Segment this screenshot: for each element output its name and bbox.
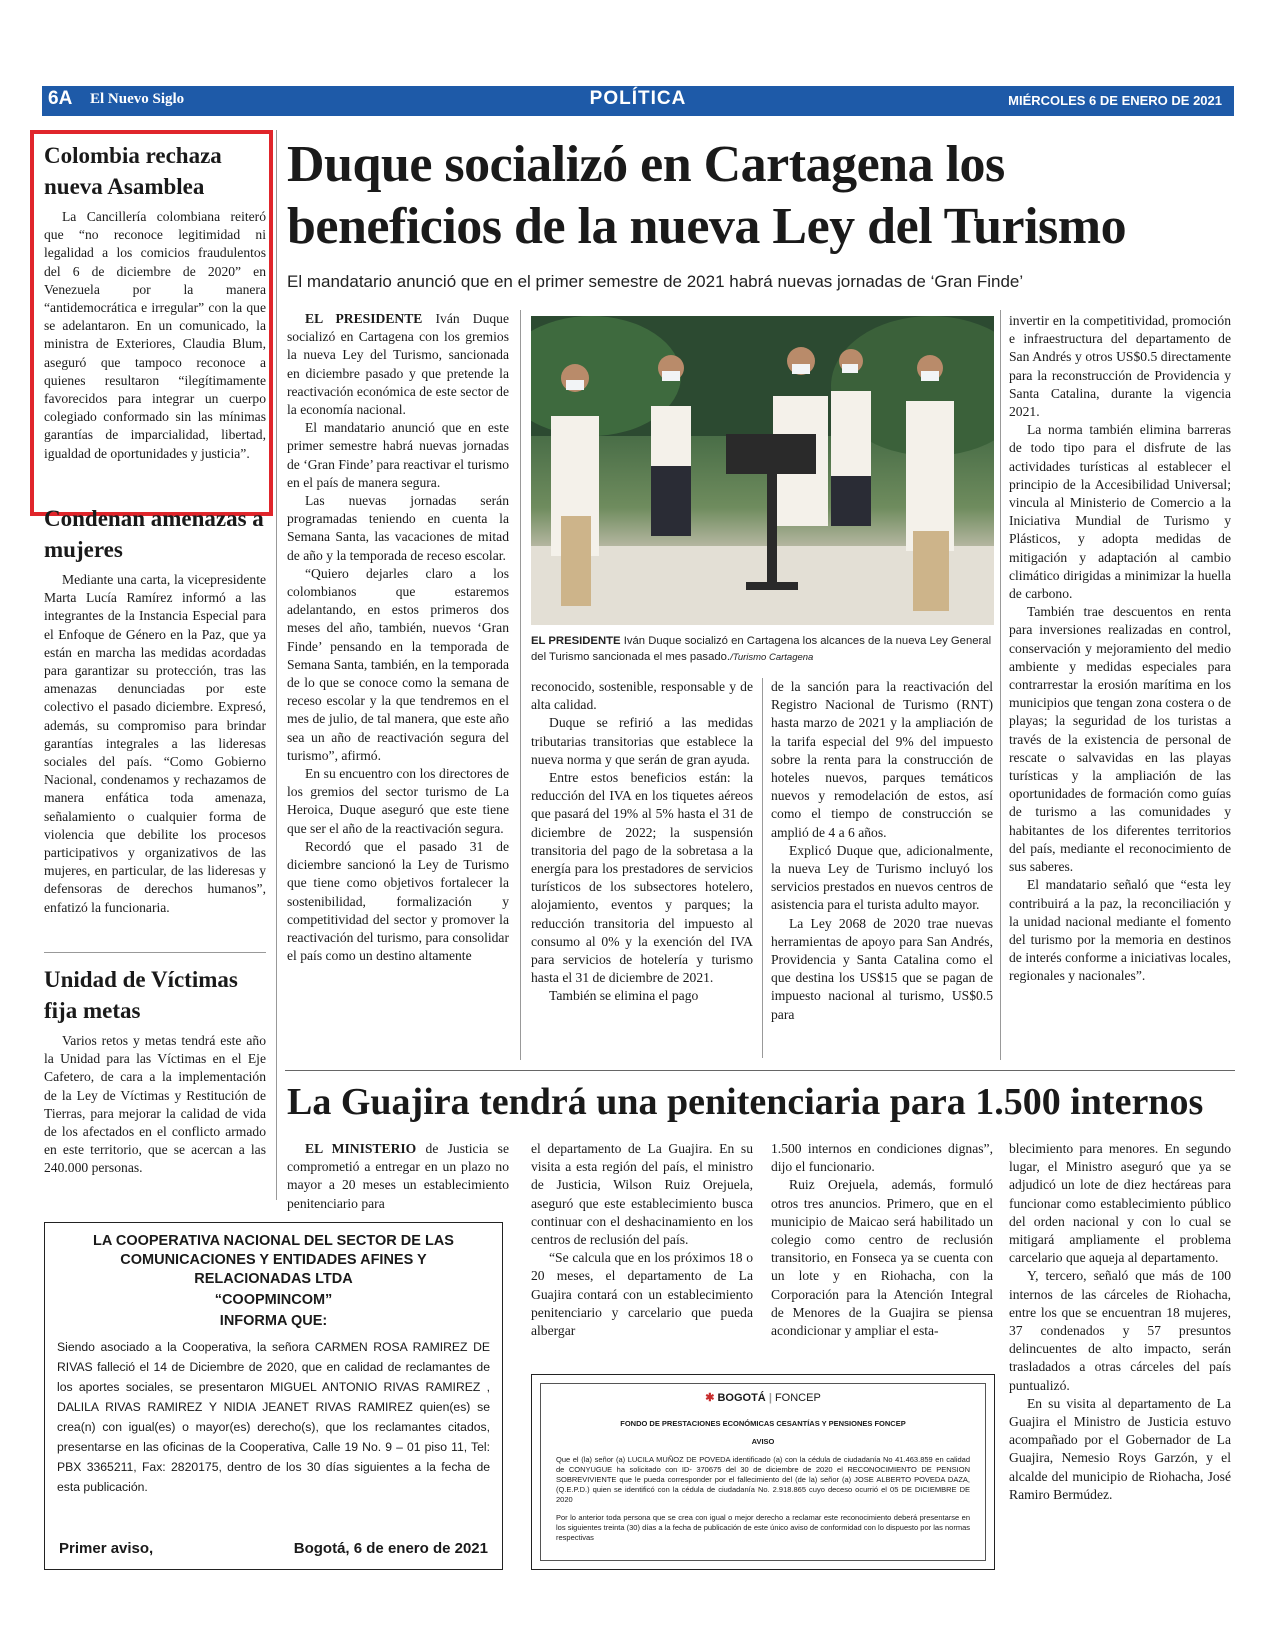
ad-title: LA COOPERATIVA NACIONAL DEL SECTOR DE LAS COMUNICACIONES Y ENTIDADES AFINES Y RELACIONADAS LTDA bbox=[93, 1233, 454, 1287]
paragraph: reconocido, sostenible, responsable y de alta calidad. bbox=[531, 679, 753, 713]
paragraph: En su encuentro con los directores de los gremios del sector turismo de La Heroica, Duque aseguró que este tiene que ser el año de la reactivación segura. bbox=[287, 766, 509, 836]
article2-column-2 bbox=[531, 1140, 753, 1340]
press-photo bbox=[531, 316, 994, 625]
ad-informa: INFORMA QUE: bbox=[219, 1313, 328, 1329]
photo-caption: EL PRESIDENTE Iván Duque socializó en Cartagena los alcances de la nueva Ley General del Turismo sancionada el mes pasado./Turismo Cartagena bbox=[531, 635, 992, 663]
lead-in: EL PRESIDENTE bbox=[305, 311, 423, 326]
logo-star-icon: ✱ bbox=[705, 1392, 715, 1404]
column-divider bbox=[520, 310, 521, 1060]
paragraph: La Ley 2068 de 2020 trae nuevas herramientas de apoyo para San Andrés, Providencia y Santa Catalina como el que destina los US$15 que se pagan de impuesto nacional al turismo, US$0.5 para bbox=[771, 915, 993, 1022]
main-headline: Duque socializó en Cartagena los beneficios de la nueva Ley del Turismo bbox=[287, 136, 1127, 255]
brief-title: Unidad de Víctimas fija metas bbox=[44, 967, 238, 1023]
article-divider bbox=[285, 1070, 1235, 1071]
ad-logo: ✱ BOGOTÁ | FONCEP bbox=[705, 1392, 821, 1404]
paragraph: Explicó Duque que, adicionalmente, la nueva Ley de Turismo incluyó los servicios prestados en nuevos centros de asistencia para el turista adulto mayor. bbox=[771, 842, 993, 913]
issue-date: MIÉRCOLES 6 DE ENERO DE 2021 bbox=[1008, 93, 1222, 108]
paragraph: EL PRESIDENTE Iván Duque socializó en Cartagena con los gremios la nueva Ley del Turismo, sancionada en diciembre pasado y que pretende la reactivación económica de este sector de la economía nacional. bbox=[287, 311, 510, 418]
column-divider bbox=[762, 678, 763, 1058]
paragraph: “Quiero dejarles claro a los colombianos que estaremos adelantando, en estos primeros dos meses del año, también, nuevos ‘Gran Finde’ pensando en la temporada de Semana Santa, también, en la temporada de lo que se conoce como la semana de receso escolar y la que tendremos en el mes de julio, de tal manera, que este año sea un año de reactivación segura del turismo”, afirmó. bbox=[287, 565, 509, 763]
ad-body: Que el (la) señor (a) LUCILA MUÑOZ DE POVEDA identificado (a) con la cédula de ciudadanía No 41.463.859 en calidad de CONYUGUE ha solicitado con ID- 370675 del 30 de diciembre de 2020 el RECONOCIMIENTO DE PENSION SOBREVIVIENTE que le pueda corresponder por el fallecimiento del (de la) señor (a) JOSE ALBERTO POVEDA DAZA, (Q.E.P.D.) quien se identificó con la cédula de ciudadanía No. 2.918.865 cuyo deceso ocurrió el 05 DE DICIEMBRE DE 2020 bbox=[556, 1455, 970, 1504]
paragraph: Entre estos beneficios están: la reducción del IVA en los tiquetes aéreos que pasará del 19% al 5% hasta el 31 de diciembre de 2022; la suspensión transitoria del pago de la sobretasa a la energía para los prestadores de servicios turísticos de los subsectores hotelero, alojamiento, eventos y parques; la reducción transitoria del impuesto al consumo al 0% y la exención del IVA para servicios de hotelería y turismo hasta el 31 de diciembre de 2021. bbox=[531, 770, 753, 986]
divider bbox=[44, 952, 266, 953]
cooperative-notice-ad bbox=[44, 1222, 503, 1570]
foncep-notice-ad bbox=[531, 1374, 995, 1570]
column-divider bbox=[1000, 310, 1001, 1060]
article1-column-2 bbox=[531, 678, 753, 1006]
section-title: POLÍTICA bbox=[589, 88, 687, 109]
sidebar-brief-mujeres bbox=[44, 503, 266, 917]
paragraph: el departamento de La Guajira. En su visita a esta región del país, el ministro de Justicia, Wilson Ruiz Orejuela, aseguró que este establecimiento busca continuar con el deshacinamiento en los centros de reclusión del país. bbox=[531, 1141, 753, 1248]
paragraph: blecimiento para menores. En segundo lugar, el Ministro aseguró que ya se adjudicó un lote de diez hectáreas para funcionar como establecimiento público del orden nacional y con lo cual se mitigará ampliamente el problema carcelario que aqueja al departamento. bbox=[1009, 1141, 1231, 1266]
paragraph: de la sanción para la reactivación del Registro Nacional de Turismo (RNT) hasta marzo de 2021 y la ampliación de la tarifa especial del 9% del impuesto sobre la renta para la construcción de hoteles nuevos, parques temáticos nuevos y remodelación de estos, así como el tiempo de construcción se amplió de 4 a 6 años. bbox=[771, 679, 993, 840]
lead-in: EL MINISTERIO bbox=[305, 1141, 417, 1156]
sidebar-brief-victimas bbox=[44, 964, 266, 1178]
ad-body: Siendo asociado a la Cooperativa, la señora CARMEN ROSA RAMIREZ DE RIVAS falleció el 14 de Diciembre de 2020, que en calidad de reclamantes de los aportes sociales, se presentaron MIGUEL ANTONIO RIVAS RAMIREZ , DALILA RIVAS RAMIREZ Y NIDIA JEANET RIVAS RAMIREZ quien(es) se crea(n) con igual(es) o mayor(es) derecho(s), que los reclamantes citados, presentarse en las oficinas de la Cooperativa, Calle 19 No. 9 – 01 piso 11, Tel: PBX 3365211, Fax: 2820175, dentro de los 30 días siguientes a la fecha de esta publicación. bbox=[57, 1340, 490, 1494]
page-header-bar bbox=[42, 86, 1234, 116]
article1-column-1 bbox=[287, 310, 509, 965]
newspaper-name: El Nuevo Siglo bbox=[90, 91, 185, 107]
ad-date: Bogotá, 6 de enero de 2021 bbox=[293, 1540, 488, 1557]
paragraph: Recordó que el pasado 31 de diciembre sancionó la Ley de Turismo que tiene como objetivos fortalecer la sostenibilidad, formalización y competitividad del sector y promover la reactivación del turismo, para consolidar el país como un destino altamente bbox=[287, 838, 509, 964]
paragraph: Las nuevas jornadas serán programadas teniendo en cuenta la Semana Santa, las vacaciones de mitad de año y la temporada de receso escolar. bbox=[287, 493, 509, 563]
second-headline: La Guajira tendrá una penitenciaria para 1.500 internos bbox=[287, 1081, 1204, 1123]
article1-column-4 bbox=[1009, 312, 1231, 986]
article2-column-3 bbox=[771, 1140, 993, 1340]
brief-body: La Cancillería colombiana reiteró que “no reconoce legitimidad ni legalidad a los comicios fraudulentos del 6 de diciembre de 2020” en Venezuela por la manera “antidemocrática e irregular” con la que se adelantaron. En un comunicado, la ministra de Exteriores, Claudia Blum, aseguró que tampoco reconoce a quienes resultaron “ilegítimamente favorecidos para integrar un cuerpo colegiado conformado sin las mínimas garantías de imparcialidad, libertad, igualdad de oportunidades y justicia”. bbox=[44, 209, 266, 461]
ad-closing: Por lo anterior toda persona que se crea con igual o mejor derecho a reclamar este reconocimiento deberá presentarse en los siguientes treinta (30) días a la fecha de publicación de este único aviso de conformidad con lo dispuesto por las normas respectivas bbox=[556, 1513, 970, 1542]
ad-type: AVISO bbox=[751, 1437, 775, 1446]
paragraph: “Se calcula que en los próximos 18 o 20 meses, el departamento de La Guajira contará con un establecimiento penitenciario y carcelario que pueda albergar bbox=[531, 1250, 753, 1339]
ad-org: FONDO DE PRESTACIONES ECONÓMICAS CESANTÍAS Y PENSIONES FONCEP bbox=[620, 1419, 906, 1428]
paragraph: 1.500 internos en condiciones dignas”, dijo el funcionario. bbox=[771, 1141, 993, 1175]
brief-title: Condenan amenazas a mujeres bbox=[44, 506, 264, 562]
article2-column-4 bbox=[1009, 1140, 1231, 1504]
brief-body: Mediante una carta, la vicepresidente Marta Lucía Ramírez informó a las integrantes de la Instancia Especial para el Enfoque de Género en la Paz, que ya están en marcha las medidas acordadas para garantizar su protección, tras las amenazas denunciadas por este colectivo el pasado diciembre. Expresó, además, su compromiso para brindar garantías integrales a las lideresas sociales del país. “Como Gobierno Nacional, condenamos y rechazamos de manera enfática toda amenaza, señalamiento o cualquier forma de violencia que debilite los procesos participativos y organizativos de las mujeres, en particular, de las lideresas y defensoras de derechos humanos”, enfatizó la funcionaria. bbox=[44, 572, 266, 915]
ad-org-name: “COOPMINCOM” bbox=[214, 1292, 333, 1308]
paragraph: Duque se refirió a las medidas tributarias transitorias que establece la nueva norma y que serán de gran ayuda. bbox=[531, 715, 753, 767]
ad-first-notice: Primer aviso, bbox=[59, 1540, 154, 1557]
paragraph: También trae descuentos en renta para inversiones realizadas en control, conservación y mejoramiento del medio ambiente y medidas especiales para contrarrestar la erosión marítima en los municipios que tengan zona costera o de playas; la seguridad de los turistas a través de la existencia de personal de rescate o salvavidas en las playas turísticas y la ampliación de las oportunidades de formación como guías de turismo a las comunidades y habitantes de los diferentes territorios del país, mediante el reconocimiento de sus saberes. bbox=[1009, 604, 1231, 875]
column-divider bbox=[276, 130, 277, 1200]
paragraph: El mandatario señaló que “esta ley contribuirá a la paz, la reconciliación y la unidad nacional mediante el fomento del turismo por la memoria en destinos de interés conforme a iniciativas locales, regionales y nacionales”. bbox=[1009, 877, 1231, 984]
paragraph: La norma también elimina barreras de todo tipo para el disfrute de las actividades turísticas al establecer el principio de la Accesibilidad Universal; vincula al Ministerio de Comercio a la Iniciativa Mundial de Turismo y Plásticos, y adopta medidas de mitigación y adaptación al cambio climático dirigidas a minimizar la huella de carbono. bbox=[1009, 422, 1231, 602]
paragraph: El mandatario anunció que en este primer semestre habrá nuevas jornadas de ‘Gran Finde’ para reactivar el turismo en el país de manera segura. bbox=[287, 420, 509, 490]
page-number: 6A bbox=[48, 88, 73, 109]
paragraph: EL MINISTERIO de Justicia se comprometió a entregar en un plazo no mayor a 20 meses un establecimiento penitenciario para bbox=[287, 1141, 509, 1211]
brief-title: Colombia rechaza nueva Asamblea bbox=[44, 143, 222, 199]
main-subheadline: El mandatario anunció que en el primer semestre de 2021 habrá nuevas jornadas de ‘Gran Finde’ bbox=[287, 272, 1024, 291]
paragraph: Y, tercero, señaló que más de 100 internos de las cárceles de Riohacha, entre los que se encuentran 18 mujeres, 37 condenados y 57 presuntos delincuentes de alto impacto, serán trasladados a otras cárceles del país puntualizó. bbox=[1009, 1268, 1231, 1393]
paragraph: Ruiz Orejuela, además, formuló otros tres anuncios. Primero, que en el municipio de Maicao será habilitado un colegio como centro de reclusión transitorio, en Fonseca ya se cuenta con un lote y en Riohacha, con la Corporación para la Atención Integral de Menores de la Guajira se piensa acondicionar y ampliar el esta- bbox=[771, 1177, 993, 1339]
paragraph: invertir en la competitividad, promoción e infraestructura del departamento de San Andrés y otros US$0.5 directamente para la reconstrucción de Providencia y Santa Catalina, durante la vigencia 2021. bbox=[1009, 313, 1231, 420]
paragraph: En su visita al departamento de La Guajira el Ministro de Justicia estuvo acompañado por el Gobernador de La Guajira, Nemesio Roys Garzón, y el alcalde del municipio de Riohacha, José Ramiro Bermúdez. bbox=[1009, 1395, 1231, 1502]
article2-column-1 bbox=[287, 1140, 509, 1213]
paragraph: También se elimina el pago bbox=[549, 988, 699, 1004]
ad-footer bbox=[59, 1540, 488, 1557]
highlight-box bbox=[30, 130, 273, 516]
brief-body: Varios retos y metas tendrá este año la Unidad para las Víctimas en el Eje Cafetero, de cara a la implementación de la Ley de Víctimas y Restitución de Tierras, para mejorar la calidad de vida de los afectados en el conflicto armado en este territorio, que se acercan a las 240.000 personas. bbox=[44, 1033, 266, 1176]
article1-column-3 bbox=[771, 678, 993, 1024]
